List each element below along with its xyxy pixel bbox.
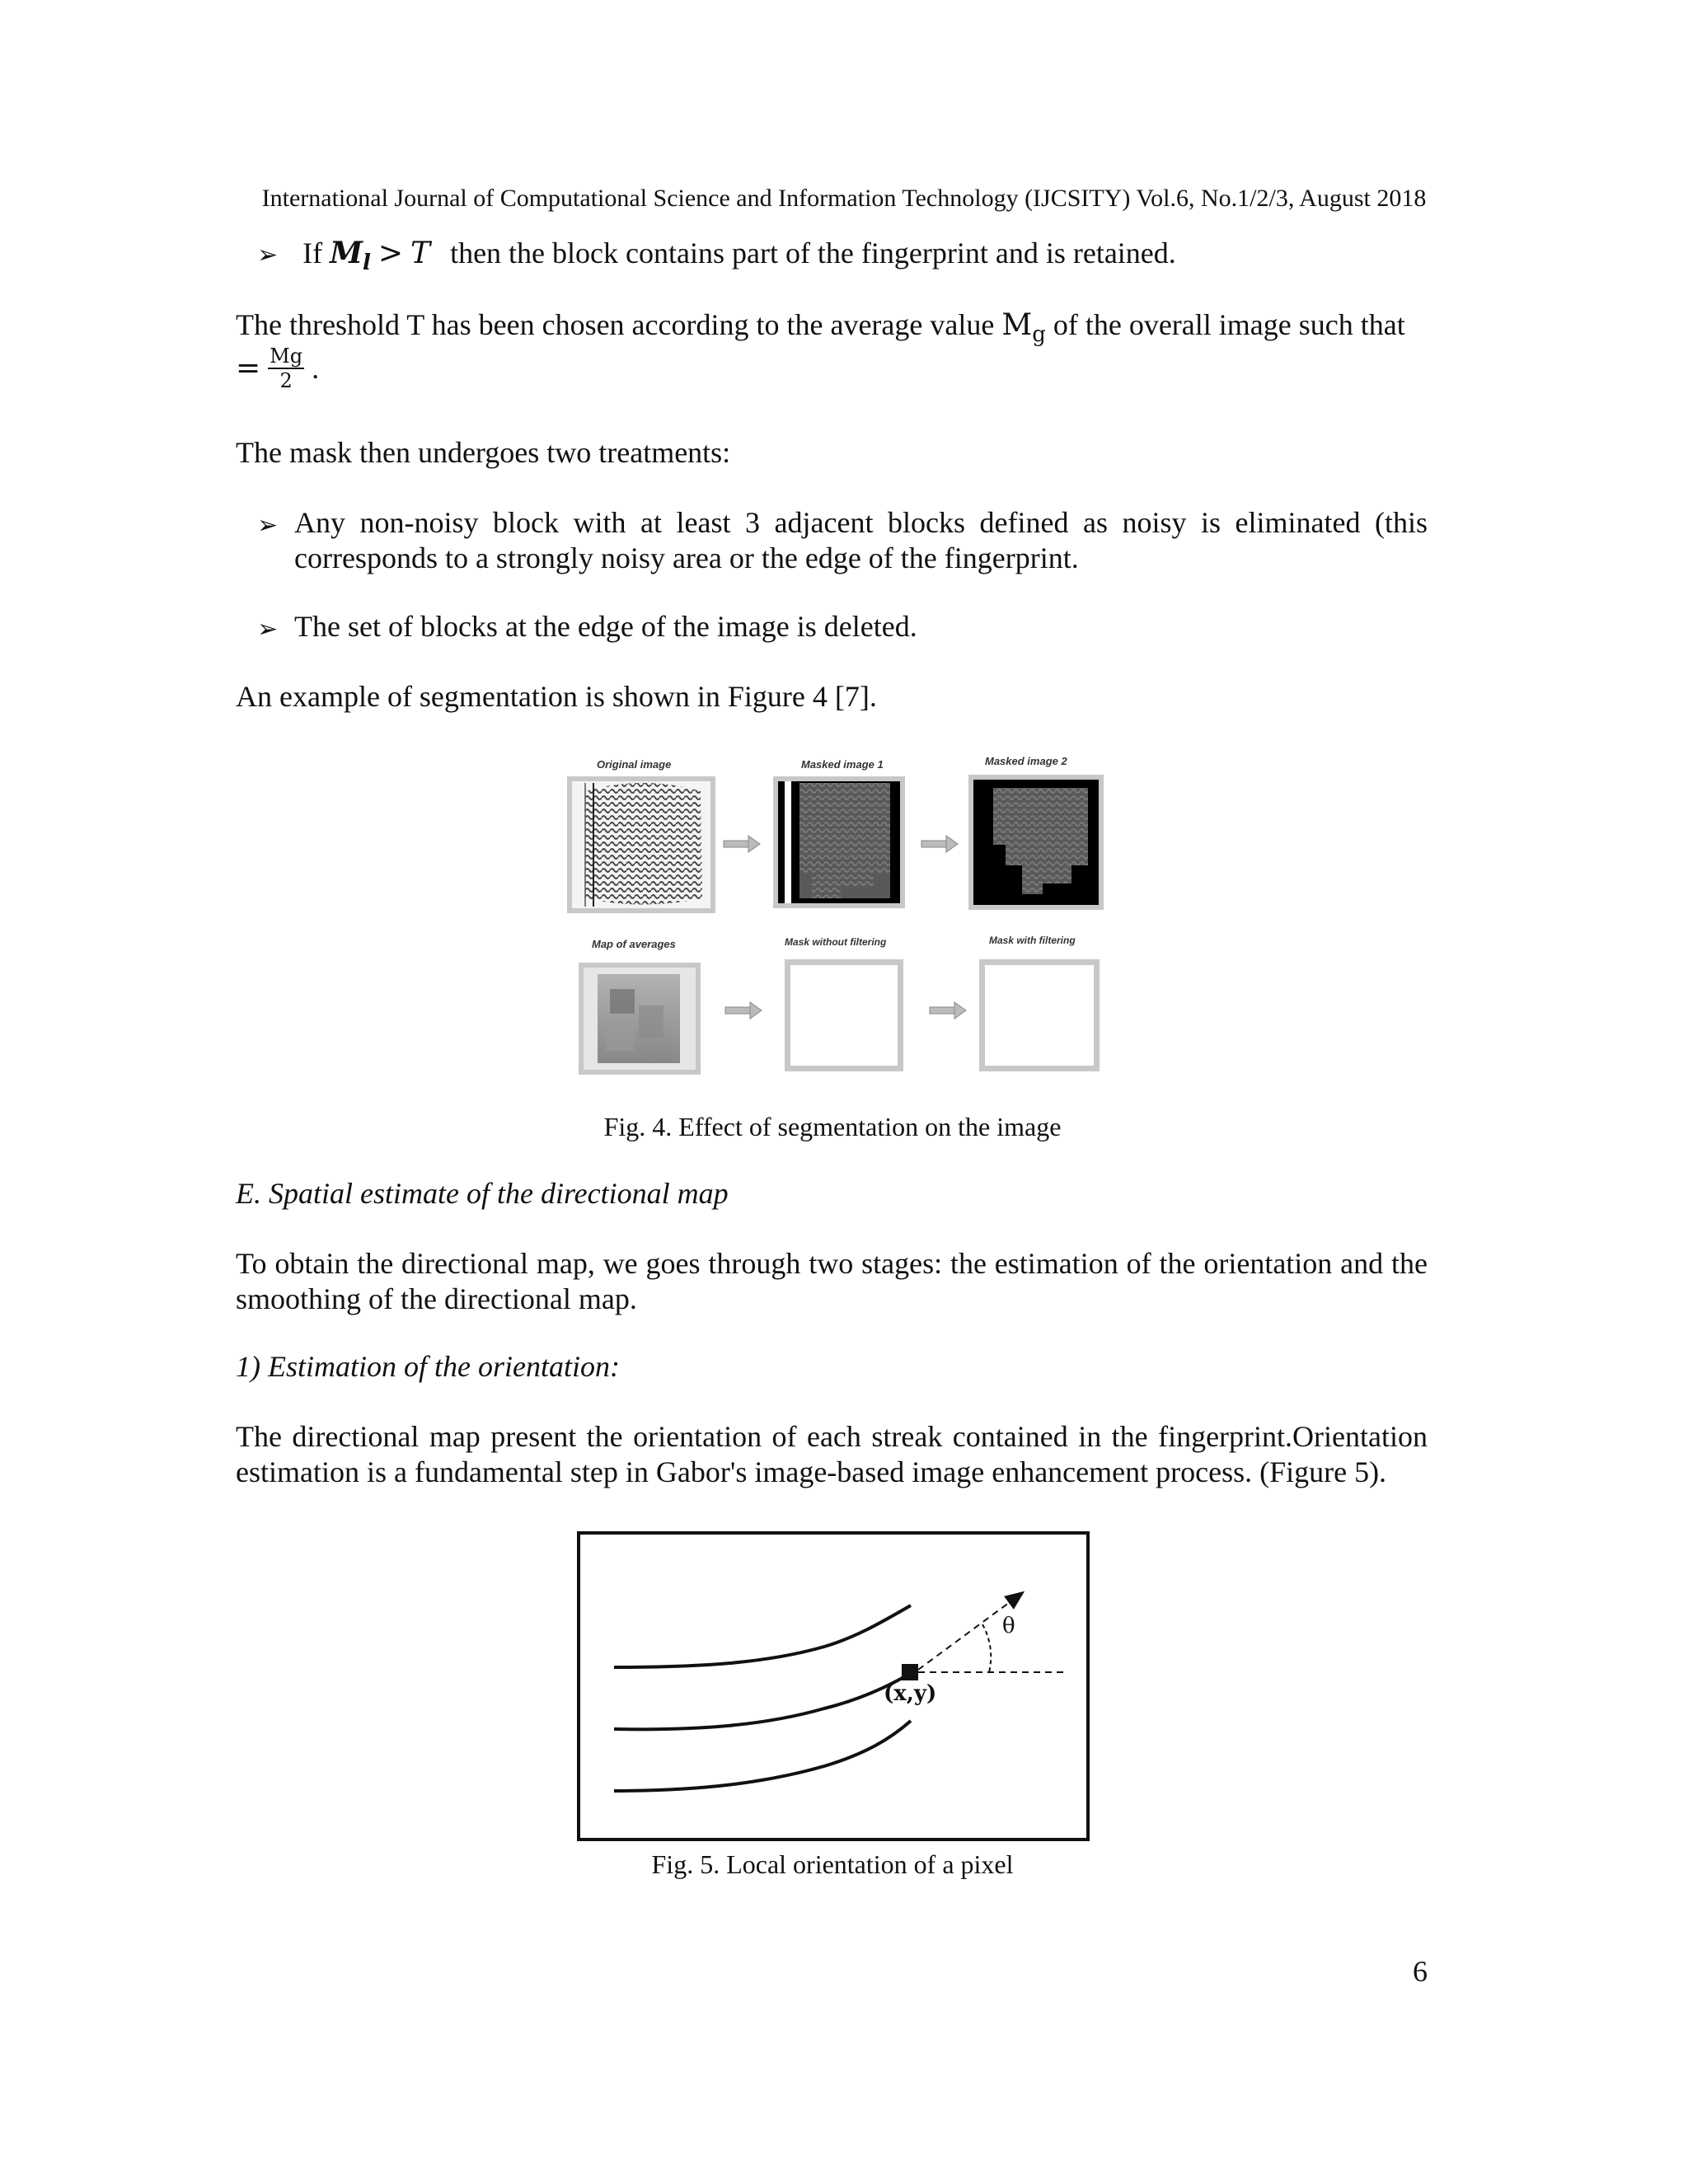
figure-4-graphic <box>560 742 1121 1080</box>
figure-5-frame <box>579 1533 1088 1840</box>
bullet-arrow-icon: ➢ <box>257 241 279 269</box>
bullet-if: If <box>302 237 323 269</box>
bullet-retained <box>257 236 1176 281</box>
figure-4 <box>560 742 1121 1080</box>
bullet-retained-text: then the block contains part of the fingerprint and is retained. <box>450 237 1176 269</box>
figure-5-caption: Fig. 5. Local orientation of a pixel <box>651 1849 1014 1879</box>
math-ml: $M_l$ <box>330 236 371 275</box>
bullet-arrow-icon: ➢ <box>257 615 279 644</box>
arrow-right-icon <box>725 1002 762 1019</box>
bullet-edge-blocks: The set of blocks at the edge of the image is deleted. <box>294 610 917 643</box>
label-mask-with-filtering: Mask with filtering <box>989 935 1076 946</box>
map-of-averages <box>579 963 701 1075</box>
point-label: (x,y) <box>884 1681 937 1706</box>
journal-header: International Journal of Computational Science and Information Technology (IJCSITY) Vol.6, No.1/2/3, August 2018 <box>261 185 1427 212</box>
label-original-image: Original image <box>597 758 672 771</box>
mask-without-filtering <box>785 959 903 1071</box>
dirmap-paragraph: To obtain the directional map, we goes through two stages: the estimation of the orientation and the smoothing of the directional map. <box>236 1247 1428 1315</box>
math-mg: $M_g$ <box>1001 308 1046 347</box>
original-image <box>567 776 715 913</box>
math-t: T <box>410 237 431 270</box>
arrow-right-icon <box>930 1002 966 1019</box>
example-paragraph: An example of segmentation is shown in Figure 4 [7]. <box>236 680 877 713</box>
subsection-heading: 1) Estimation of the orientation: <box>236 1350 620 1383</box>
arrow-right-icon <box>724 836 760 852</box>
orientation-paragraph: The directional map present the orientation of each streak contained in the fingerprint.Orientation estimation is a fundamental step in Gabor's image-based image enhancement process. (Figure 5). <box>236 1420 1428 1488</box>
label-masked-image-1: Masked image 1 <box>801 758 884 771</box>
label-masked-image-2: Masked image 2 <box>985 755 1067 767</box>
threshold-equation: = $\frac{Mg}{2}$ . <box>236 344 320 392</box>
fraction-mg-over-2: $\frac{Mg}{2}$ <box>270 344 303 392</box>
bullet-noisy-block: Any non-noisy block with at least 3 adjacent blocks defined as noisy is eliminated (this corresponds to a strongly noisy area or the edge of the fingerprint. <box>294 506 1428 574</box>
figure-4-caption: Fig. 4. Effect of segmentation on the image <box>603 1112 1062 1141</box>
bullet-arrow-icon: ➢ <box>257 511 279 540</box>
mask-with-filtering <box>979 959 1100 1071</box>
section-heading: E. Spatial estimate of the directional map <box>236 1177 729 1210</box>
math-gt: > <box>377 237 404 270</box>
threshold-paragraph: The threshold T has been chosen according to the average value $M_g$ of the overall image such that <box>236 308 1405 347</box>
masked-image-1 <box>773 776 905 908</box>
masked-image-2 <box>968 775 1104 910</box>
label-map-of-averages: Map of averages <box>592 938 676 950</box>
figure-5 <box>577 1531 1090 1843</box>
theta-label: θ <box>1002 1614 1015 1638</box>
label-mask-without-filtering: Mask without filtering <box>785 936 887 948</box>
figure-5-graphic <box>577 1531 1090 1843</box>
page-number: 6 <box>1413 1955 1428 1988</box>
mask-paragraph: The mask then undergoes two treatments: <box>236 436 731 469</box>
arrow-right-icon <box>921 836 958 852</box>
pixel-point-marker <box>902 1664 918 1680</box>
